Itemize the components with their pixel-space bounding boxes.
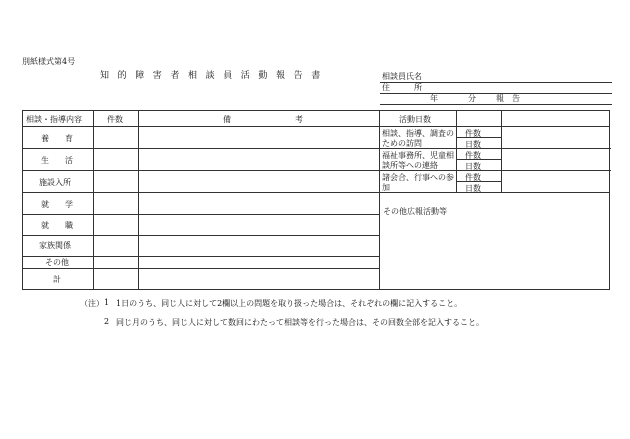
header-activity-days: 活動日数 (399, 115, 431, 124)
period-line (380, 94, 612, 105)
note-1-number: 1 (104, 298, 110, 307)
col-divider (93, 111, 94, 289)
activity-label: ための訪問 (382, 139, 422, 148)
row-divider (23, 235, 380, 236)
address-label-1: 住 (382, 83, 390, 92)
note-2-text: 同じ月のうち、同じ人に対して数回にわたって相談等を行った場合は、その回数全部を記入すること。 (116, 318, 484, 327)
activity-count-label: 件数 (465, 129, 481, 138)
activity-label: 加 (382, 183, 390, 192)
row-divider (23, 126, 609, 127)
row-label: 就 学 (41, 200, 73, 209)
note-1-text: 1日のうち、同じ人に対して2欄以上の問題を取り扱った場合は、それぞれの欄に記入すること。 (116, 299, 463, 308)
row-label: 施設入所 (39, 178, 71, 187)
row-label: 家族関係 (39, 241, 71, 250)
period-report-label: 報 告 (496, 94, 520, 103)
form-number: 別紙様式第4号 (22, 57, 76, 66)
period-year-label: 年 (430, 94, 438, 103)
col-divider (501, 111, 502, 192)
activity-days-label: 日数 (465, 184, 481, 193)
activity-label: 福祉事務所、児童相 (382, 151, 454, 160)
row-label: 計 (53, 275, 61, 284)
row-label: その他 (45, 258, 69, 267)
activity-days-label: 日数 (465, 162, 481, 171)
activity-label: 談所等への連絡 (382, 161, 438, 170)
name-label: 相談員氏名 (382, 72, 422, 81)
col-divider (138, 111, 139, 289)
name-line (380, 72, 612, 83)
other-pr-label: その他広報活動等 (383, 207, 447, 216)
header-category: 相談・指導内容 (26, 115, 82, 124)
row-label: 養 育 (41, 134, 73, 143)
activity-label: 相談、指導、調査の (382, 129, 454, 138)
note-prefix: （注） (80, 299, 104, 308)
row-divider (23, 148, 380, 149)
row-divider (23, 268, 380, 269)
row-divider (23, 170, 380, 171)
row-divider (23, 214, 380, 215)
row-divider (23, 256, 380, 257)
header-count: 件数 (107, 115, 123, 124)
row-label: 生 活 (41, 156, 73, 165)
col-divider (456, 111, 457, 192)
period-month-label: 分 (468, 94, 476, 103)
note-2-number: 2 (104, 317, 110, 326)
header-remarks: 備 考 (223, 115, 303, 124)
page-title: 知的障害者相談員活動報告書 (100, 71, 329, 81)
reporter-info (380, 72, 612, 105)
activity-days-label: 日数 (465, 140, 481, 149)
address-label-2: 所 (414, 83, 422, 92)
row-divider (23, 192, 609, 193)
col-divider (379, 111, 380, 289)
address-line (380, 83, 612, 94)
report-table (22, 110, 610, 290)
row-label: 就 職 (41, 221, 73, 230)
activity-count-label: 件数 (465, 151, 481, 160)
activity-count-label: 件数 (465, 173, 481, 182)
activity-label: 諸会合、行事への参 (382, 173, 454, 182)
